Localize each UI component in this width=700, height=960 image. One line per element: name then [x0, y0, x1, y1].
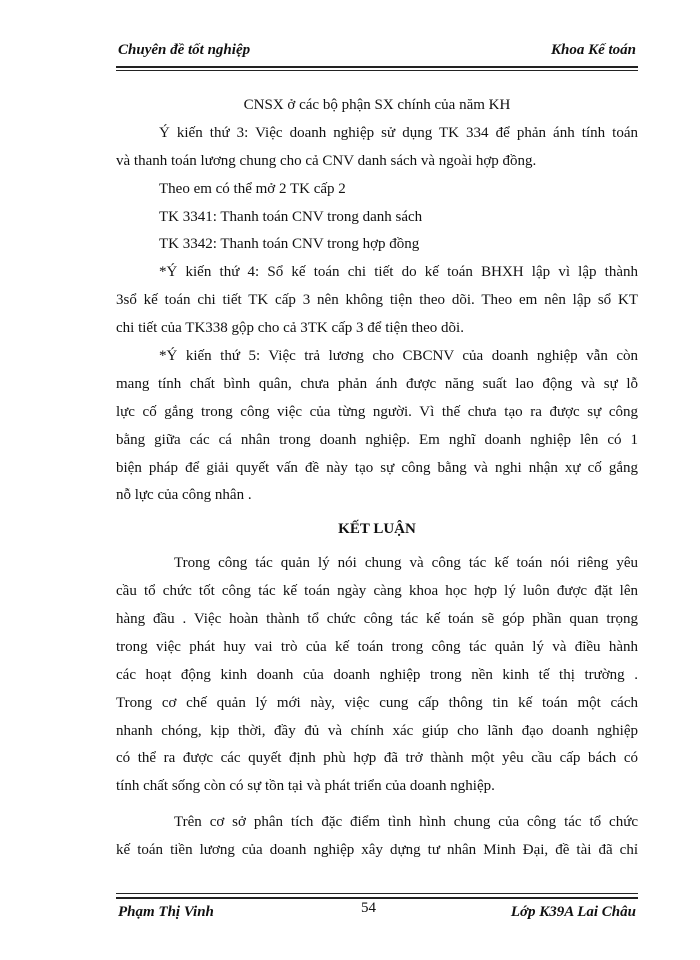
body-line: CNSX ở các bộ phận SX chính của năm KH [243, 97, 511, 113]
body-line: biện pháp để giải quyết vấn đề này tạo sự công bằng và nghi nhận xự cố gắng [116, 459, 638, 476]
footer-author: Phạm Thị Vinh [118, 904, 214, 920]
body-line: chi tiết của TK338 gộp cho cả 3TK cấp 3 để tiện theo dõi. [116, 320, 464, 337]
body-line: Ý kiến thứ 3: Việc doanh nghiệp sử dụng TK 334 để phản ánh tính toán [159, 124, 638, 141]
body-line: TK 3342: Thanh toán CNV trong hợp đồng [159, 236, 420, 253]
conclusion-line: kế toán tiền lương của doanh nghiệp xây dựng tư nhân Minh Đại, đề tài đã chỉ [116, 842, 638, 859]
body-line: *Ý kiến thứ 4: Sổ kế toán chi tiết do kế toán BHXH lập vì lập thành [159, 264, 638, 281]
body-line: và thanh toán lương chung cho cả CNV danh sách và ngoài hợp đồng. [116, 152, 537, 169]
footer-rule-thick [116, 897, 638, 899]
header-rule-thick [116, 66, 638, 68]
body-line: lực cố gắng trong công việc của từng người. Vì thế chưa tạo ra được sự công [116, 403, 638, 420]
conclusion-line: có thể ra được các quyết định phù hợp đã trở thành một yêu cầu cấp bách có [116, 750, 638, 767]
conclusion-line: các hoạt động kinh doanh của doanh nghiệp trong nền kinh tế thị trường . [116, 666, 638, 683]
footer-rule-thin [116, 893, 638, 894]
header-rule-thin [116, 70, 638, 71]
header-department: Khoa Kế toán [550, 42, 636, 58]
body-line: 3sổ kế toán chi tiết TK cấp 3 nên không tiện theo dõi. Theo em nên lập sổ KT [116, 292, 638, 309]
conclusion-line: Trong cơ chế quản lý mới này, việc cung cấp thông tin kế toán một cách [116, 694, 638, 711]
conclusion-line: Trong công tác quản lý nói chung và công tác kế toán nói riêng yêu [174, 555, 638, 572]
page-body [116, 92, 638, 865]
body-line: bằng giữa các cá nhân trong doanh nghiệp. Em nghĩ doanh nghiệp lên có 1 [116, 431, 638, 448]
page-header [118, 40, 636, 64]
conclusion-line: nhanh chóng, kịp thời, đầy đủ và chính xác giúp cho lãnh đạo doanh nghiệp [116, 722, 638, 739]
section-heading: KẾT LUẬN [338, 521, 416, 538]
body-line: *Ý kiến thứ 5: Việc trả lương cho CBCNV của doanh nghiệp vẫn còn [159, 348, 638, 365]
paragraph-gap [116, 801, 638, 809]
header-document-type: Chuyên đề tốt nghiệp [118, 42, 251, 58]
body-line: TK 3341: Thanh toán CNV trong danh sách [159, 208, 423, 225]
body-line: mang tính chất bình quân, chưa phản ánh được năng suất lao động và sự lỗ [116, 375, 638, 392]
page-number: 54 [361, 900, 376, 916]
body-line: Theo em có thể mở 2 TK cấp 2 [159, 180, 346, 197]
conclusion-line: Trên cơ sở phân tích đặc điểm tình hình chung của công tác tổ chức [174, 814, 638, 831]
conclusion-line: hàng đầu . Việc hoàn thành tổ chức công tác kế toán sẽ góp phần quan trọng [116, 611, 638, 628]
conclusion-line: cầu tổ chức tốt công tác kế toán ngày càng khoa học hợp lý luôn được đặt lên [116, 583, 638, 600]
conclusion-line: tính chất sống còn có sự tồn tại và phát triển của doanh nghiệp. [116, 778, 495, 795]
footer-class: Lớp K39A Lai Châu [510, 904, 636, 920]
page-footer [118, 900, 636, 924]
conclusion-line: trong việc phát huy vai trò của kế toán trong công tác quản lý và điều hành [116, 638, 638, 655]
body-line: nỗ lực của công nhân . [116, 487, 252, 504]
